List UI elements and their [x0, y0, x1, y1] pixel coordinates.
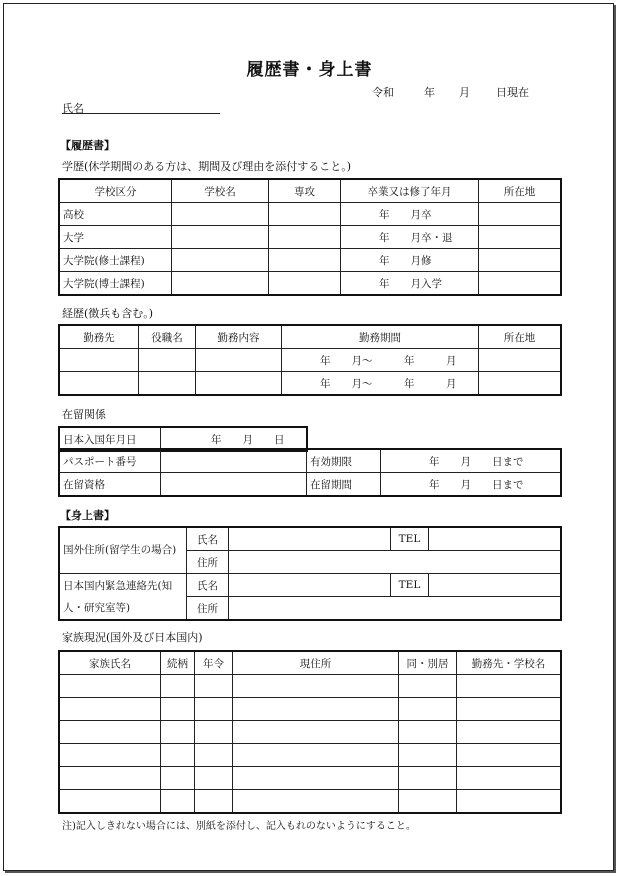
input-cell[interactable] — [233, 721, 399, 744]
header-graduation: 卒業又は修了年月 — [341, 180, 479, 203]
input-cell[interactable] — [399, 698, 457, 721]
date-year: 年 — [424, 86, 435, 99]
input-cell[interactable] — [60, 349, 139, 372]
passport-table — [59, 449, 561, 496]
period-cell[interactable]: 年 月～ 年 月 — [282, 372, 479, 395]
header-period: 勤務期間 — [282, 326, 479, 349]
input-cell[interactable] — [195, 675, 233, 698]
name-label: 氏名 — [187, 528, 229, 551]
tel-label: TEL — [391, 574, 429, 597]
header-age: 年令 — [195, 652, 233, 675]
input-cell[interactable] — [161, 675, 195, 698]
header-location: 所在地 — [479, 326, 561, 349]
input-cell[interactable] — [196, 372, 282, 395]
table-header-row — [60, 180, 561, 203]
input-cell[interactable] — [399, 675, 457, 698]
table-row — [60, 698, 561, 721]
status-input[interactable] — [161, 473, 307, 496]
input-cell[interactable] — [479, 372, 561, 395]
status-period-cell[interactable]: 年 月 日まで — [381, 473, 561, 496]
table-row — [60, 226, 561, 249]
input-cell[interactable] — [457, 767, 561, 790]
overseas-address-label: 国外住所(留学生の場合) — [60, 528, 187, 574]
input-cell[interactable] — [233, 698, 399, 721]
input-cell[interactable] — [233, 675, 399, 698]
rireki-heading: 【履歴書】 — [60, 139, 115, 152]
input-cell[interactable] — [479, 272, 561, 295]
input-cell[interactable] — [60, 675, 161, 698]
input-cell[interactable] — [60, 698, 161, 721]
address-label: 住所 — [187, 597, 229, 620]
table-row — [60, 473, 561, 496]
table-row — [60, 721, 561, 744]
table-row — [60, 203, 561, 226]
name-label: 氏名 — [187, 574, 229, 597]
date-day: 日現在 — [496, 86, 529, 99]
career-table — [59, 325, 561, 395]
residence-label: 在留関係 — [62, 408, 106, 421]
school-type-cell: 大学 — [60, 226, 172, 249]
date-era: 令和 — [372, 86, 394, 99]
input-cell[interactable] — [399, 790, 457, 813]
input-cell[interactable] — [161, 767, 195, 790]
input-cell[interactable] — [139, 372, 196, 395]
status-label: 在留資格 — [60, 473, 161, 496]
input-cell[interactable] — [60, 744, 161, 767]
graduation-cell[interactable]: 年 月卒・退 — [341, 226, 479, 249]
entry-date-table — [59, 427, 307, 451]
passport-expiry-label: 有効期限 — [307, 450, 381, 473]
input-cell[interactable] — [479, 349, 561, 372]
input-cell[interactable] — [233, 744, 399, 767]
input-cell[interactable] — [233, 790, 399, 813]
period-cell[interactable]: 年 月～ 年 月 — [282, 349, 479, 372]
header-duties: 勤務内容 — [196, 326, 282, 349]
input-cell[interactable] — [172, 249, 269, 272]
tel-input[interactable] — [429, 528, 561, 551]
school-type-cell: 高校 — [60, 203, 172, 226]
input-cell[interactable] — [479, 249, 561, 272]
header-school-type: 学校区分 — [60, 180, 172, 203]
input-cell[interactable] — [457, 675, 561, 698]
header-cohabitation: 同・別居 — [399, 652, 457, 675]
input-cell[interactable] — [172, 203, 269, 226]
header-major: 専攻 — [269, 180, 341, 203]
input-cell[interactable] — [60, 767, 161, 790]
table-row — [60, 450, 561, 473]
table-row — [60, 675, 561, 698]
address-input[interactable] — [229, 551, 561, 574]
footer-note: 注)記入しきれない場合には、別紙を添付し、記入もれのないようにすること。 — [62, 821, 416, 832]
name-input[interactable] — [229, 574, 391, 597]
contact-table — [59, 527, 561, 620]
header-family-name: 家族氏名 — [60, 652, 161, 675]
entry-date-cell[interactable]: 年 月 日 — [161, 428, 307, 451]
table-row — [60, 744, 561, 767]
table-row — [60, 574, 561, 597]
input-cell[interactable] — [172, 226, 269, 249]
education-label: 学歴(休学期間のある方は、期間及び理由を添付すること。) — [62, 160, 352, 173]
name-input[interactable] — [229, 528, 391, 551]
input-cell[interactable] — [457, 721, 561, 744]
header-employer: 勤務先 — [60, 326, 139, 349]
input-cell[interactable] — [161, 744, 195, 767]
input-cell[interactable] — [195, 767, 233, 790]
career-label: 経歴(徴兵も含む。) — [62, 307, 154, 320]
input-cell[interactable] — [233, 767, 399, 790]
entry-date-label: 日本入国年月日 — [60, 428, 161, 451]
address-input[interactable] — [229, 597, 561, 620]
header-school-name: 学校名 — [172, 180, 269, 203]
header-location: 所在地 — [479, 180, 561, 203]
tel-input[interactable] — [429, 574, 561, 597]
input-cell[interactable] — [139, 349, 196, 372]
input-cell[interactable] — [479, 203, 561, 226]
school-type-cell: 大学院(博士課程) — [60, 272, 172, 295]
tel-label: TEL — [391, 528, 429, 551]
input-cell[interactable] — [195, 698, 233, 721]
table-row — [60, 767, 561, 790]
input-cell[interactable] — [60, 721, 161, 744]
input-cell[interactable] — [479, 226, 561, 249]
table-row — [60, 790, 561, 813]
table-header-row — [60, 326, 561, 349]
table-row — [60, 428, 307, 451]
education-table — [59, 179, 561, 295]
input-cell[interactable] — [161, 721, 195, 744]
passport-label: パスポート番号 — [60, 450, 161, 473]
header-current-address: 現住所 — [233, 652, 399, 675]
input-cell[interactable] — [172, 272, 269, 295]
table-row — [60, 272, 561, 295]
passport-expiry-cell[interactable]: 年 月 日まで — [381, 450, 561, 473]
input-cell[interactable] — [269, 272, 341, 295]
input-cell[interactable] — [399, 744, 457, 767]
input-cell[interactable] — [269, 203, 341, 226]
family-table — [59, 651, 561, 813]
input-cell[interactable] — [457, 698, 561, 721]
input-cell[interactable] — [269, 226, 341, 249]
input-cell[interactable] — [457, 790, 561, 813]
input-cell[interactable] — [195, 721, 233, 744]
header-position: 役職名 — [139, 326, 196, 349]
input-cell[interactable] — [161, 698, 195, 721]
table-row — [60, 528, 561, 551]
table-header-row — [60, 652, 561, 675]
input-cell[interactable] — [457, 744, 561, 767]
input-cell[interactable] — [195, 790, 233, 813]
input-cell[interactable] — [399, 767, 457, 790]
passport-input[interactable] — [161, 450, 307, 473]
input-cell[interactable] — [60, 790, 161, 813]
shinjo-heading: 【身上書】 — [60, 509, 115, 522]
input-cell[interactable] — [60, 372, 139, 395]
name-field[interactable] — [62, 113, 220, 114]
school-type-cell: 大学院(修士課程) — [60, 249, 172, 272]
graduation-cell[interactable]: 年 月入学 — [341, 272, 479, 295]
graduation-cell[interactable]: 年 月修 — [341, 249, 479, 272]
table-row — [60, 349, 561, 372]
input-cell[interactable] — [196, 349, 282, 372]
graduation-cell[interactable]: 年 月卒 — [341, 203, 479, 226]
input-cell[interactable] — [195, 744, 233, 767]
date-month: 月 — [459, 86, 470, 99]
address-label: 住所 — [187, 551, 229, 574]
document-title: 履歴書・身上書 — [246, 60, 373, 80]
family-label: 家族現況(国外及び日本国内) — [62, 631, 203, 644]
table-row — [60, 372, 561, 395]
input-cell[interactable] — [161, 790, 195, 813]
header-workplace-school: 勤務先・学校名 — [457, 652, 561, 675]
header-relation: 続柄 — [161, 652, 195, 675]
name-label: 氏名 — [62, 102, 84, 115]
input-cell[interactable] — [269, 249, 341, 272]
table-row — [60, 249, 561, 272]
status-period-label: 在留期間 — [307, 473, 381, 496]
emergency-contact-label: 日本国内緊急連絡先(知人・研究室等) — [60, 574, 187, 620]
input-cell[interactable] — [399, 721, 457, 744]
